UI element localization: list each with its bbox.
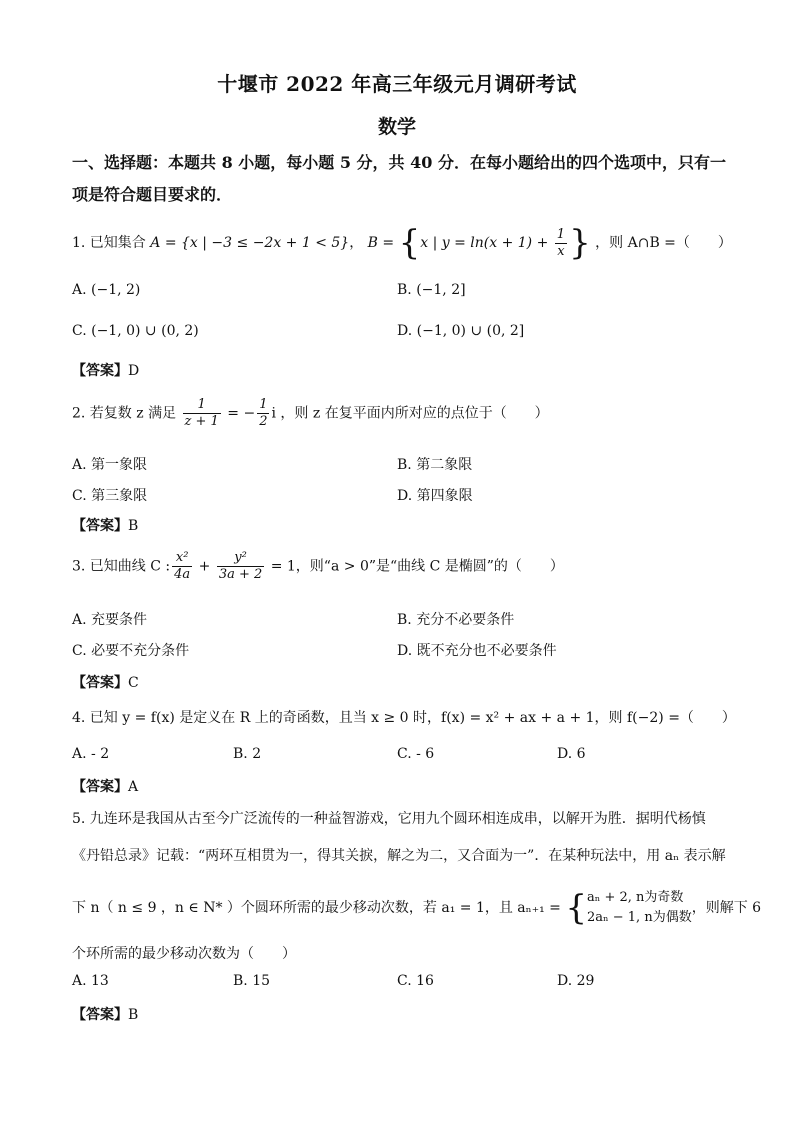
- q3-fraction-1-den: 4a: [174, 567, 191, 582]
- q4-option-a: A. - 2: [72, 746, 110, 762]
- q3-fraction-1: [172, 550, 192, 583]
- q1-prefix: 1. 已知集合: [72, 235, 146, 251]
- q3-option-b: B. 充分不必要条件: [397, 612, 515, 628]
- question-5-line2: 《丹铅总录》记载：“两环互相贯为一，得其关捩，解之为二，又合面为一”．在某种玩法中，用 aₙ 表示解: [72, 848, 726, 864]
- question-4: 4. 已知 y = f(x) 是定义在 R 上的奇函数，且当 x ≥ 0 时，f(x) = x² + ax + a + 1，则 f(−2) =（ ）: [72, 710, 736, 726]
- q1-option-b: B. (−1, 2]: [397, 282, 466, 298]
- question-1: [72, 223, 732, 263]
- q1-answer-value: D: [128, 363, 140, 379]
- q5-case-odd: aₙ + 2, n为奇数: [586, 890, 684, 905]
- question-2: [72, 397, 549, 430]
- left-brace: {: [398, 223, 421, 263]
- q2-equals: = −: [222, 405, 256, 422]
- q2-answer: [72, 515, 138, 535]
- q1-set-b-inner: x | y = ln(x + 1) +: [420, 235, 553, 251]
- q2-option-b: B. 第二象限: [397, 457, 473, 473]
- q1-fraction-num: 1: [556, 226, 566, 242]
- q2-fraction-1-num: 1: [183, 397, 221, 414]
- q5-answer: [72, 1004, 138, 1024]
- q1-option-a: A. (−1, 2): [72, 282, 141, 298]
- right-brace: }: [569, 223, 591, 263]
- q1-option-d: D. (−1, 0) ∪ (0, 2]: [397, 323, 525, 339]
- q2-option-c: C. 第三象限: [72, 488, 148, 504]
- q2-answer-value: B: [128, 518, 139, 534]
- q5-case-even: 2aₙ − 1, n为偶数: [586, 910, 692, 925]
- q1-comma: ，: [349, 235, 364, 251]
- q5-option-d: D. 29: [557, 973, 595, 989]
- q2-option-d: D. 第四象限: [397, 488, 473, 504]
- q2-fraction-1: [183, 397, 221, 430]
- q3-fraction-1-num: x²: [172, 550, 192, 567]
- answer-label: 【答案】: [72, 363, 128, 379]
- section-heading-line2: 项是符合题目要求的．: [72, 185, 233, 204]
- q2-fraction-2-den: 2: [259, 414, 268, 429]
- section-heading-line1: 一、选择题：本题共 8 小题，每小题 5 分，共 40 分．在每小题给出的四个选项中，只有一: [72, 153, 726, 172]
- q5-option-a: A. 13: [72, 973, 109, 989]
- q2-prefix: 2. 若复数 z 满足: [72, 405, 177, 422]
- answer-label: 【答案】: [72, 518, 128, 534]
- q5-line3-post: ，则解下 6: [691, 900, 762, 916]
- q5-case-brace: {: [565, 888, 587, 928]
- q4-answer: [72, 776, 138, 796]
- q1-suffix: ，则 A∩B =（ ）: [595, 235, 732, 251]
- q2-fraction-1-den: z + 1: [184, 414, 219, 429]
- q1-answer: [72, 360, 139, 380]
- q2-suffix: i ，则 z 在复平面内所对应的点位于（ ）: [271, 405, 549, 422]
- q1-option-c: C. (−1, 0) ∪ (0, 2): [72, 323, 199, 339]
- q3-suffix: = 1，则“a > 0”是“曲线 C 是椭圆”的（ ）: [266, 558, 564, 575]
- q4-option-c: C. - 6: [397, 746, 435, 762]
- question-5-line3: [72, 888, 761, 928]
- q1-set-a: A = {x | −3 ≤ −2x + 1 < 5}: [150, 235, 350, 251]
- q1-set-b-label: B =: [367, 235, 399, 251]
- q2-fraction-2: [257, 397, 269, 430]
- q4-option-d: D. 6: [557, 746, 586, 762]
- question-5-line4: 个环所需的最少移动次数为（ ）: [72, 946, 296, 962]
- q4-option-b: B. 2: [233, 746, 262, 762]
- q3-prefix: 3. 已知曲线 C :: [72, 558, 171, 575]
- q3-answer: [72, 672, 139, 692]
- q5-answer-value: B: [128, 1007, 139, 1023]
- q1-fraction-den: x: [557, 243, 565, 259]
- q3-answer-value: C: [128, 675, 139, 691]
- subject-title: 数学: [377, 116, 416, 138]
- answer-label: 【答案】: [72, 779, 128, 795]
- q3-fraction-2: [217, 550, 264, 583]
- q3-plus: +: [194, 558, 215, 575]
- q5-cases: [587, 888, 692, 928]
- q5-option-b: B. 15: [233, 973, 271, 989]
- q1-fraction: [555, 227, 567, 260]
- q5-line3-pre: 下 n（ n ≤ 9 ，n ∈ N* ）个圆环所需的最少移动次数，若 a₁ = 1，且 aₙ₊₁ =: [72, 900, 566, 916]
- q3-option-a: A. 充要条件: [72, 612, 148, 628]
- q4-answer-value: A: [128, 779, 139, 795]
- answer-label: 【答案】: [72, 1007, 128, 1023]
- page-title: 十堰市 2022 年高三年级元月调研考试: [217, 72, 577, 96]
- q5-option-c: C. 16: [397, 973, 434, 989]
- q3-fraction-2-num: y²: [217, 550, 264, 567]
- q3-option-c: C. 必要不充分条件: [72, 643, 190, 659]
- answer-label: 【答案】: [72, 675, 128, 691]
- q3-option-d: D. 既不充分也不必要条件: [397, 643, 557, 659]
- question-5-line1: 5. 九连环是我国从古至今广泛流传的一种益智游戏，它用九个圆环相连成串，以解开为胜．据明代杨慎: [72, 811, 706, 827]
- q3-fraction-2-den: 3a + 2: [218, 567, 263, 582]
- q2-option-a: A. 第一象限: [72, 457, 148, 473]
- question-3: [72, 550, 564, 583]
- q2-fraction-2-num: 1: [259, 397, 268, 412]
